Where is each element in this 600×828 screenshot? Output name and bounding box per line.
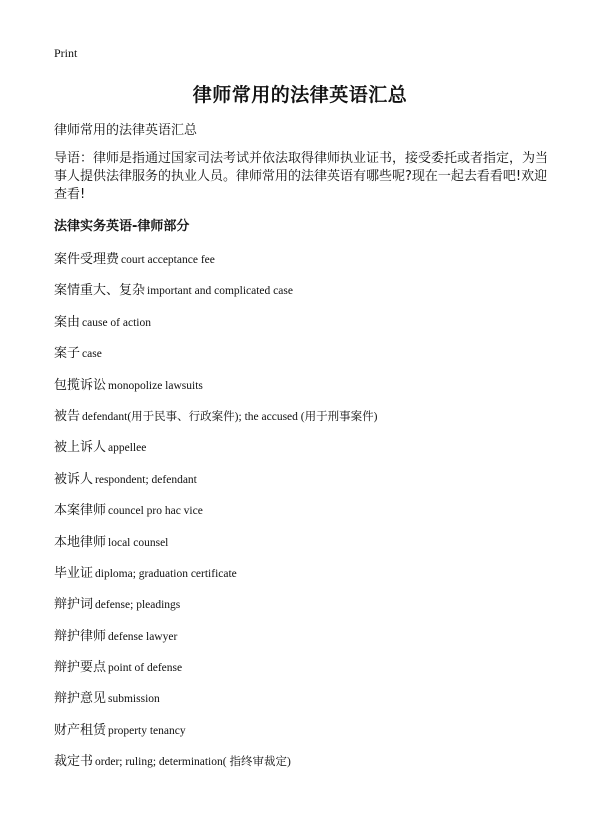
term-chinese: 裁定书	[54, 754, 94, 770]
term-row	[54, 342, 377, 373]
term-row	[54, 750, 377, 781]
term-row	[54, 687, 377, 718]
term-chinese: 包揽诉讼	[54, 377, 107, 393]
term-row	[54, 499, 377, 530]
document-title: 律师常用的法律英语汇总	[192, 84, 408, 106]
term-english: monopolize lawsuits	[108, 379, 203, 392]
section-heading: 法律实务英语-律师部分	[54, 219, 190, 234]
term-row	[54, 311, 377, 342]
term-english: submission	[108, 693, 160, 706]
term-english: important and complicated case	[147, 285, 293, 298]
term-chinese: 辩护要点	[54, 660, 107, 676]
term-row	[54, 374, 377, 405]
term-chinese: 辩护意见	[54, 691, 107, 707]
term-chinese: 案件受理费	[54, 252, 120, 267]
term-row	[54, 562, 377, 593]
term-english: defendant(用于民事、行政案件); the accused (用于刑事案件)	[82, 410, 378, 423]
term-row	[54, 279, 377, 310]
term-english: appellee	[108, 442, 147, 455]
print-link[interactable]: Print	[54, 46, 78, 60]
term-english: defense lawyer	[108, 630, 178, 643]
term-english: respondent; defendant	[95, 473, 197, 486]
term-row	[54, 436, 377, 467]
term-english: cause of action	[82, 316, 151, 329]
term-english: point of defense	[108, 662, 183, 675]
term-english: local counsel	[108, 536, 169, 549]
term-english: diploma; graduation certificate	[95, 567, 237, 580]
term-row	[54, 593, 377, 624]
term-chinese: 辩护律师	[54, 628, 107, 644]
document-subtitle: 律师常用的法律英语汇总	[54, 123, 198, 138]
term-english: defense; pleadings	[95, 599, 181, 612]
term-chinese: 被上诉人	[54, 440, 107, 456]
term-row	[54, 248, 377, 279]
term-chinese: 案由	[54, 314, 81, 330]
term-english: order; ruling; determination( 指终审裁定)	[95, 756, 291, 769]
term-chinese: 辩护词	[54, 597, 94, 613]
term-english: councel pro hac vice	[108, 505, 203, 518]
term-row	[54, 625, 377, 656]
term-chinese: 案子	[54, 346, 81, 362]
term-chinese: 财产租赁	[54, 722, 107, 738]
term-chinese: 被诉人	[54, 471, 94, 487]
term-row	[54, 719, 377, 750]
term-chinese: 被告	[54, 408, 81, 424]
intro-paragraph: 导语：律师是指通过国家司法考试并依法取得律师执业证书，接受委托或者指定，为当事人提供法律服务的执业人员。律师常用的法律英语有哪些呢?现在一起去看看吧!欢迎查看!	[54, 151, 549, 202]
term-english: court acceptance fee	[121, 254, 215, 266]
term-chinese: 毕业证	[54, 565, 94, 581]
term-row	[54, 531, 377, 562]
term-english: property tenancy	[108, 724, 186, 737]
term-row	[54, 468, 377, 499]
term-list	[54, 248, 377, 782]
term-english: case	[82, 348, 102, 361]
term-chinese: 本案律师	[54, 503, 107, 519]
term-row	[54, 405, 377, 436]
term-chinese: 本地律师	[54, 534, 107, 550]
term-row	[54, 656, 377, 687]
term-chinese: 案情重大、复杂	[54, 283, 146, 299]
